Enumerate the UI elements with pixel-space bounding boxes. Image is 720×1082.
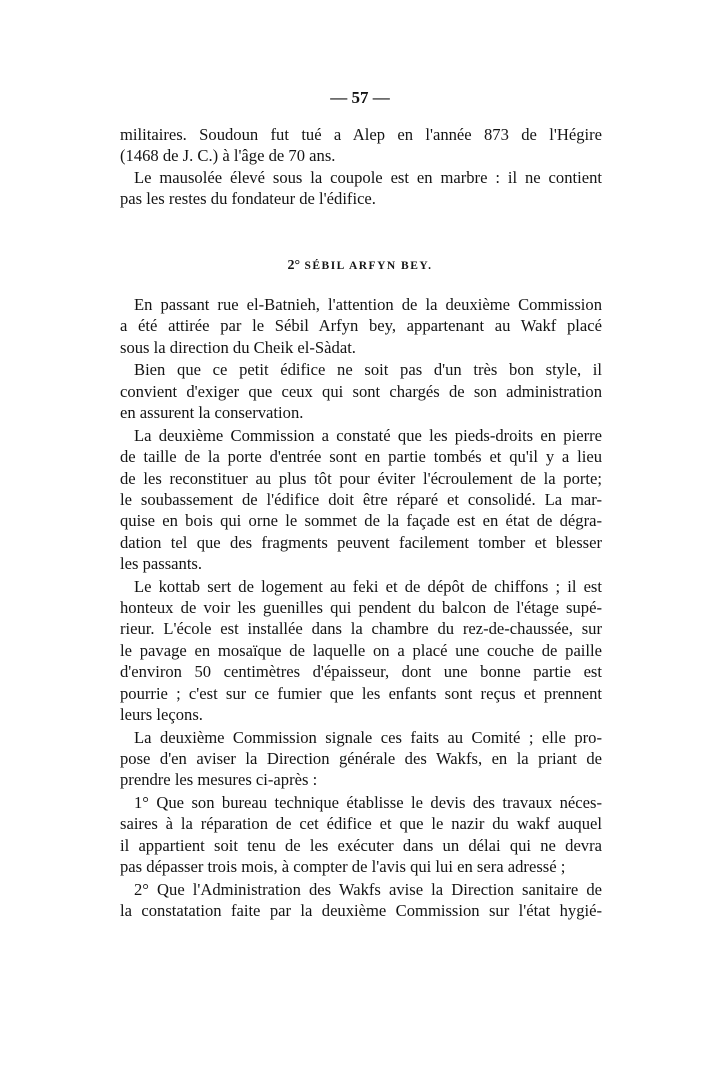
text-line: prendre les mesures ci-après : [120, 770, 318, 790]
text-line: leurs leçons. [120, 704, 203, 724]
intro-text [120, 124, 602, 210]
text-line: pas dépasser trois mois, à compter de l'avis qui lui en sera adressé ; [120, 857, 566, 877]
text-line: (1468 de J. C.) à l'âge de 70 ans. [120, 146, 336, 166]
paragraph [120, 576, 602, 726]
paragraph [120, 792, 602, 878]
text-line: de les reconstituer au plus tôt pour éviter l'écroulement de la porte; [120, 468, 602, 488]
text-line: La deuxième Commission signale ces faits au Comité ; elle pro- [134, 727, 602, 747]
paragraph [120, 124, 602, 167]
text-line: quise en bois qui orne le sommet de la façade est en état de dégra- [120, 511, 602, 531]
text-line: la constatation faite par la deuxième Commission sur l'état hygié- [120, 901, 602, 921]
text-line: 1° Que son bureau technique établisse le devis des travaux néces- [134, 792, 602, 812]
text-line: honteux de voir les guenilles qui pendent du balcon de l'étage supé- [120, 598, 602, 618]
text-line: La deuxième Commission a constaté que les pieds-droits en pierre [134, 425, 602, 445]
text-line: pas les restes du fondateur de l'édifice. [120, 189, 376, 209]
section-heading [0, 258, 720, 274]
text-line: pourrie ; c'est sur ce fumier que les enfants sont reçus et prennent [120, 683, 602, 703]
paragraph [120, 727, 602, 791]
text-line: 2° Que l'Administration des Wakfs avise la Direction sanitaire de [134, 879, 602, 899]
text-line: En passant rue el-Batnieh, l'attention de la deuxième Commission [134, 295, 602, 314]
text-line: a été attirée par le Sébil Arfyn bey, appartenant au Wakf placé [120, 316, 602, 336]
text-line: rieur. L'école est installée dans la chambre du rez-de-chaussée, sur [120, 619, 602, 639]
text-line: dation tel que des fragments peuvent facilement tomber et blesser [120, 532, 602, 552]
text-line: le soubassement de l'édifice doit être réparé et consolidé. La mar- [120, 489, 602, 509]
text-line: Le kottab sert de logement au feki et de dépôt de chiffons ; il est [134, 576, 602, 596]
text-line: Bien que ce petit édifice ne soit pas d'un très bon style, il [134, 360, 602, 380]
section-number: 2° [287, 258, 301, 273]
text-line: sous la direction du Cheik el-Sàdat. [120, 337, 356, 357]
paragraph [120, 879, 602, 922]
paragraph [120, 167, 602, 210]
text-line: les passants. [120, 554, 203, 574]
section-title: SÉBIL ARFYN BEY. [304, 260, 433, 272]
paragraph [120, 359, 602, 423]
paragraph [120, 294, 602, 358]
body-text [120, 294, 602, 921]
text-line: militaires. Soudoun fut tué a Alep en l'année 873 de l'Hégire [120, 125, 602, 144]
text-line: pose d'en aviser la Direction générale des Wakfs, en la priant de [120, 748, 602, 768]
text-line: en assurent la conservation. [120, 403, 304, 423]
text-line: Le mausolée élevé sous la coupole est en marbre : il ne contient [134, 167, 602, 187]
text-line: convient d'exiger que ceux qui sont chargés de son administration [120, 381, 602, 401]
paragraph [120, 425, 602, 575]
text-line: d'environ 50 centimètres d'épaisseur, dont une bonne partie est [120, 662, 602, 682]
text-line: le pavage en mosaïque de laquelle on a placé une couche de paille [120, 640, 602, 660]
text-line: de taille de la porte d'entrée sont en partie tombés et qu'il y a lieu [120, 447, 602, 467]
text-line: saires à la réparation de cet édifice et que le nazir du wakf auquel [120, 814, 602, 834]
page-number: — 57 — [330, 88, 390, 107]
text-line: il appartient soit tenu de les exécuter dans un délai qui ne devra [120, 835, 602, 855]
